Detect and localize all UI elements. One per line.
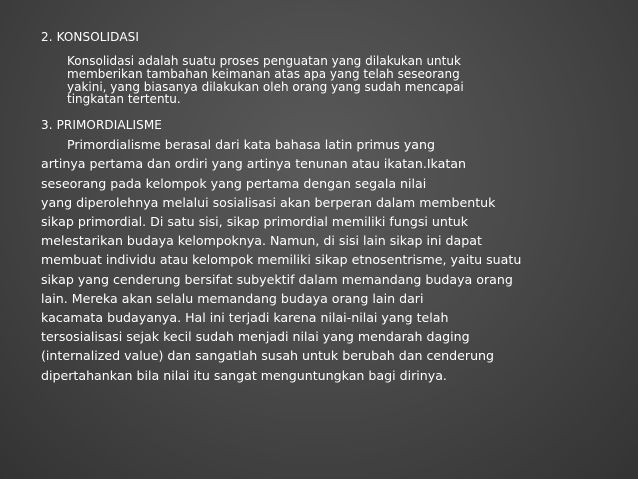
- paragraph-line: Primordialisme berasal dari kata bahasa latin primus yang: [67, 137, 435, 153]
- paragraph-line: melestarikan budaya kelompoknya. Namun, di sisi lain sikap ini dapat: [41, 233, 482, 249]
- paragraph-line: Konsolidasi adalah suatu proses penguatan yang dilakukan untuk: [67, 54, 461, 68]
- paragraph-line: memberikan tambahan keimanan atas apa yang telah seseorang: [67, 66, 460, 81]
- section-heading-konsolidasi: 2. KONSOLIDASI: [41, 30, 139, 44]
- paragraph-line: sikap yang cenderung bersifat subyektif dalam memandang budaya orang: [41, 271, 513, 287]
- paragraph-line: artinya pertama dan ordiri yang artinya tenunan atau ikatan.Ikatan: [41, 156, 466, 172]
- paragraph-line: seseorang pada kelompok yang pertama dengan segala nilai: [41, 175, 427, 191]
- slide-text-block: [41, 30, 631, 385]
- paragraph-line: membuat individu atau kelompok memiliki sikap etnosentrisme, yaitu suatu: [41, 252, 522, 268]
- section-heading-primordialisme: 3. PRIMORDIALISME: [41, 118, 162, 133]
- konsolidasi-paragraph: [67, 55, 587, 106]
- paragraph-line: yang diperolehnya melalui sosialisasi akan berperan dalam membentuk: [41, 194, 496, 210]
- paragraph-line: tersosialisasi sejak kecil sudah menjadi nilai yang mendarah daging: [41, 329, 470, 345]
- paragraph-line: dipertahankan bila nilai itu sangat menguntungkan bagi dirinya.: [41, 367, 447, 383]
- paragraph-line: sikap primordial. Di satu sisi, sikap primordial memiliki fungsi untuk: [41, 214, 469, 229]
- paragraph-line: (internalized value) dan sangatlah susah untuk berubah dan cenderung: [41, 348, 495, 364]
- paragraph-line: lain. Mereka akan selalu memandang budaya orang lain dari: [41, 290, 424, 306]
- paragraph-line: tingkatan tertentu.: [67, 92, 181, 107]
- primordialisme-paragraph: [41, 135, 631, 385]
- paragraph-line: kacamata budayanya. Hal ini terjadi karena nilai-nilai yang telah: [41, 310, 449, 326]
- paragraph-line: yakini, yang biasanya dilakukan oleh orang yang sudah mencapai: [67, 79, 464, 94]
